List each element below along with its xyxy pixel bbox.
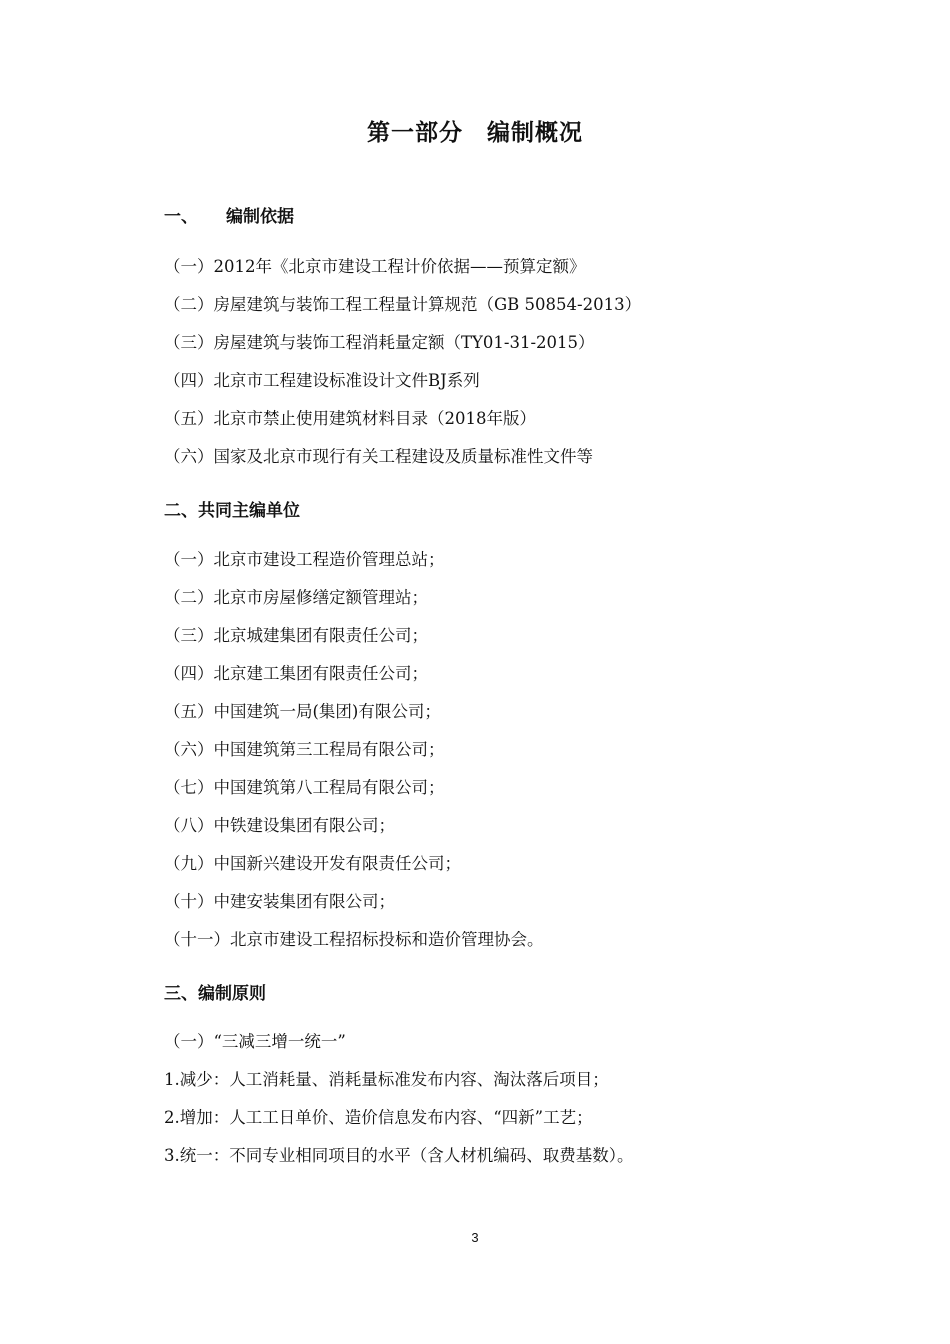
list-item: （三）房屋建筑与装饰工程消耗量定额（TY01-31-2015） (164, 333, 595, 352)
page-title: 第一部分 编制概况 (367, 120, 583, 146)
list-item: （一）北京市建设工程造价管理总站； (164, 550, 445, 569)
list-item: （七）中国建筑第八工程局有限公司； (164, 778, 445, 797)
section-heading-text: 编制依据 (226, 207, 294, 227)
list-item: （三）北京城建集团有限责任公司； (164, 626, 428, 645)
section-number: 一、 (164, 207, 198, 227)
section-heading-editors: 二、共同主编单位 (164, 501, 300, 521)
list-item: （六）中国建筑第三工程局有限公司； (164, 740, 445, 759)
list-item: 2.增加：人工工日单价、造价信息发布内容、“四新”工艺； (164, 1108, 593, 1127)
list-item: （五）中国建筑一局(集团)有限公司； (164, 702, 441, 721)
list-item: （八）中铁建设集团有限公司； (164, 816, 395, 835)
section-heading-basis (164, 202, 294, 227)
list-item: （六）国家及北京市现行有关工程建设及质量标准性文件等 (164, 447, 593, 466)
list-item: （五）北京市禁止使用建筑材料目录（2018年版） (164, 409, 536, 428)
list-item: （二）房屋建筑与装饰工程工程量计算规范（GB 50854-2013） (164, 295, 642, 314)
page-number: 3 (471, 1230, 479, 1245)
section-heading-principles: 三、编制原则 (164, 984, 266, 1004)
list-item: （十一）北京市建设工程招标投标和造价管理协会。 (164, 930, 544, 949)
list-item: （一）“三减三增一统一” (164, 1032, 346, 1051)
list-item: （四）北京市工程建设标准设计文件BJ系列 (164, 371, 480, 390)
list-item: （二）北京市房屋修缮定额管理站； (164, 588, 428, 607)
list-item: 1.减少：人工消耗量、消耗量标准发布内容、淘汰落后项目； (164, 1070, 609, 1089)
list-item: （十）中建安装集团有限公司； (164, 892, 395, 911)
list-item: （一）2012年《北京市建设工程计价依据——预算定额》 (164, 257, 586, 276)
list-item: （九）中国新兴建设开发有限责任公司； (164, 854, 461, 873)
list-item: 3.统一：不同专业相同项目的水平（含人材机编码、取费基数）。 (164, 1146, 634, 1165)
list-item: （四）北京建工集团有限责任公司； (164, 664, 428, 683)
